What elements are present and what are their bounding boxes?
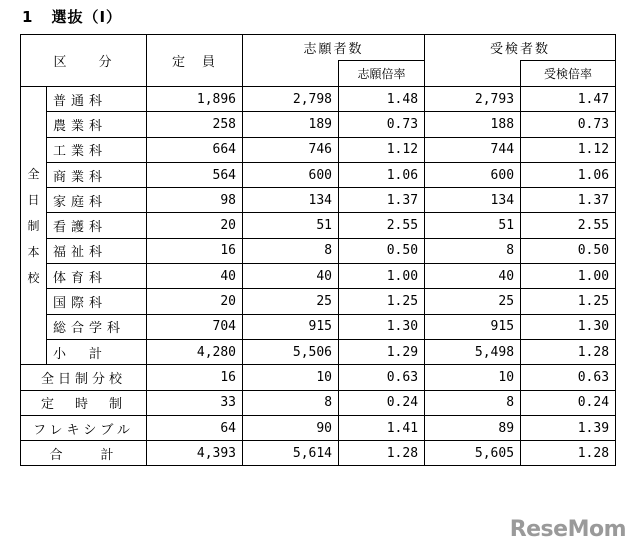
- cell-examinees: 40: [425, 264, 521, 289]
- department-name: 農業科: [47, 112, 147, 137]
- department-name: 工業科: [47, 137, 147, 162]
- group-label-char: 日: [27, 192, 40, 207]
- department-name: 家庭科: [47, 188, 147, 213]
- cell-applicant-ratio: 1.48: [339, 87, 425, 112]
- cell-examinee-ratio: 1.47: [521, 87, 616, 112]
- header-capacity: 定 員: [147, 35, 243, 87]
- section-title: 選抜（Ⅰ）: [51, 8, 123, 26]
- cell-examinee-ratio: 1.39: [521, 415, 616, 440]
- header-row: [21, 35, 616, 61]
- cell-examinee-ratio: 1.28: [521, 339, 616, 364]
- table-row: [21, 365, 616, 390]
- cell-applicants: 189: [243, 112, 339, 137]
- group-label-char: 校: [27, 270, 40, 285]
- cell-examinee-ratio: 0.24: [521, 390, 616, 415]
- table-row: [21, 289, 616, 314]
- cell-capacity: 20: [147, 213, 243, 238]
- cell-applicant-ratio: 1.29: [339, 339, 425, 364]
- resemom-logo: ReseMom: [509, 517, 626, 542]
- department-name: 体育科: [47, 264, 147, 289]
- cell-examinees: 5,498: [425, 339, 521, 364]
- cell-capacity: 16: [147, 238, 243, 263]
- cell-capacity: 4,280: [147, 339, 243, 364]
- row-label: 全日制分校: [21, 365, 147, 390]
- cell-applicants: 8: [243, 390, 339, 415]
- cell-capacity: 33: [147, 390, 243, 415]
- row-label: フレキシブル: [21, 415, 147, 440]
- cell-applicant-ratio: 1.30: [339, 314, 425, 339]
- cell-applicant-ratio: 1.25: [339, 289, 425, 314]
- cell-examinee-ratio: 0.63: [521, 365, 616, 390]
- cell-examinee-ratio: 1.28: [521, 441, 616, 466]
- table-row: [21, 137, 616, 162]
- cell-capacity: 664: [147, 137, 243, 162]
- cell-capacity: 20: [147, 289, 243, 314]
- table-row: [21, 162, 616, 187]
- group-label-char: 全: [27, 166, 40, 181]
- cell-applicant-ratio: 2.55: [339, 213, 425, 238]
- cell-applicant-ratio: 1.28: [339, 441, 425, 466]
- cell-examinees: 188: [425, 112, 521, 137]
- department-name: 福祉科: [47, 238, 147, 263]
- cell-capacity: 98: [147, 188, 243, 213]
- table-row: [21, 264, 616, 289]
- cell-examinees: 8: [425, 390, 521, 415]
- cell-applicants: 51: [243, 213, 339, 238]
- table-row: [21, 238, 616, 263]
- cell-applicant-ratio: 1.37: [339, 188, 425, 213]
- cell-capacity: 4,393: [147, 441, 243, 466]
- cell-capacity: 40: [147, 264, 243, 289]
- cell-applicants: 134: [243, 188, 339, 213]
- cell-applicants: 10: [243, 365, 339, 390]
- cell-capacity: 258: [147, 112, 243, 137]
- table-row: [21, 87, 616, 112]
- department-name: 看護科: [47, 213, 147, 238]
- cell-examinees: 8: [425, 238, 521, 263]
- table-row: [21, 441, 616, 466]
- cell-applicant-ratio: 1.12: [339, 137, 425, 162]
- cell-applicant-ratio: 0.24: [339, 390, 425, 415]
- cell-examinees: 89: [425, 415, 521, 440]
- department-name: 商業科: [47, 162, 147, 187]
- cell-applicants: 746: [243, 137, 339, 162]
- group-label-char: 本: [27, 244, 40, 259]
- cell-examinee-ratio: 2.55: [521, 213, 616, 238]
- header-examinee-ratio: 受検倍率: [521, 61, 616, 87]
- cell-capacity: 64: [147, 415, 243, 440]
- cell-applicants: 2,798: [243, 87, 339, 112]
- table-row: [21, 314, 616, 339]
- cell-examinees: 51: [425, 213, 521, 238]
- cell-examinees: 5,605: [425, 441, 521, 466]
- table-row: [21, 339, 616, 364]
- cell-examinees: 25: [425, 289, 521, 314]
- cell-applicants: 5,614: [243, 441, 339, 466]
- cell-examinees: 915: [425, 314, 521, 339]
- header-applicants: 志願者数: [243, 35, 425, 61]
- cell-examinees: 600: [425, 162, 521, 187]
- cell-applicants: 90: [243, 415, 339, 440]
- group-label-char: 制: [27, 218, 40, 233]
- cell-examinee-ratio: 0.50: [521, 238, 616, 263]
- section-heading: [22, 6, 122, 27]
- cell-applicant-ratio: 1.06: [339, 162, 425, 187]
- table-row: [21, 415, 616, 440]
- header-division: 区 分: [21, 35, 147, 87]
- department-name: 普通科: [47, 87, 147, 112]
- cell-examinees: 134: [425, 188, 521, 213]
- cell-capacity: 1,896: [147, 87, 243, 112]
- header-applicant-ratio: 志願倍率: [339, 61, 425, 87]
- department-name: 総合学科: [47, 314, 147, 339]
- cell-applicant-ratio: 0.63: [339, 365, 425, 390]
- department-name: 小 計: [47, 339, 147, 364]
- selection-table: [20, 34, 616, 466]
- group-label-full-time-main: [21, 87, 47, 365]
- section-number: 1: [22, 8, 34, 26]
- row-label: 合 計: [21, 441, 147, 466]
- cell-applicant-ratio: 0.73: [339, 112, 425, 137]
- table-row: [21, 390, 616, 415]
- cell-applicant-ratio: 0.50: [339, 238, 425, 263]
- cell-applicant-ratio: 1.00: [339, 264, 425, 289]
- cell-examinee-ratio: 1.37: [521, 188, 616, 213]
- cell-examinee-ratio: 1.12: [521, 137, 616, 162]
- cell-examinee-ratio: 0.73: [521, 112, 616, 137]
- cell-applicants: 915: [243, 314, 339, 339]
- header-examinees: 受検者数: [425, 35, 616, 61]
- table-row: [21, 188, 616, 213]
- cell-examinee-ratio: 1.30: [521, 314, 616, 339]
- cell-examinee-ratio: 1.00: [521, 264, 616, 289]
- cell-applicants: 25: [243, 289, 339, 314]
- cell-applicant-ratio: 1.41: [339, 415, 425, 440]
- cell-capacity: 16: [147, 365, 243, 390]
- cell-examinees: 10: [425, 365, 521, 390]
- cell-applicants: 8: [243, 238, 339, 263]
- cell-examinees: 2,793: [425, 87, 521, 112]
- table-row: [21, 112, 616, 137]
- row-label: 定 時 制: [21, 390, 147, 415]
- department-name: 国際科: [47, 289, 147, 314]
- cell-applicants: 40: [243, 264, 339, 289]
- cell-applicants: 5,506: [243, 339, 339, 364]
- cell-examinee-ratio: 1.25: [521, 289, 616, 314]
- cell-capacity: 704: [147, 314, 243, 339]
- header-blank: [243, 61, 339, 87]
- header-blank: [425, 61, 521, 87]
- cell-capacity: 564: [147, 162, 243, 187]
- table-row: [21, 213, 616, 238]
- cell-examinees: 744: [425, 137, 521, 162]
- cell-examinee-ratio: 1.06: [521, 162, 616, 187]
- cell-applicants: 600: [243, 162, 339, 187]
